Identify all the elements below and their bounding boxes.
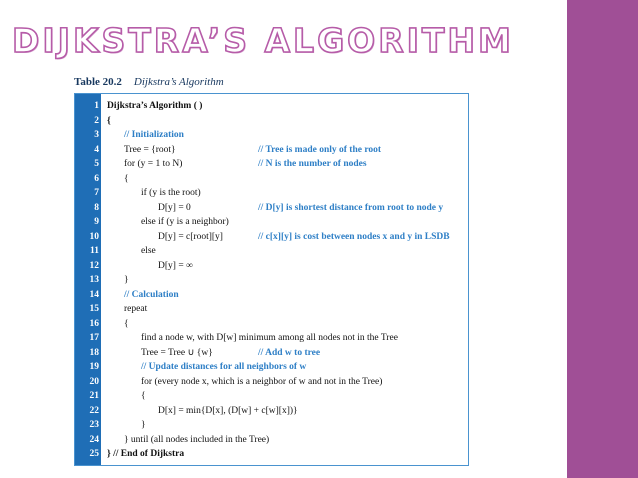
code-text: // Calculation xyxy=(124,289,179,300)
code-comment: // c[x][y] is cost between nodes x and y in LSDB xyxy=(258,231,450,242)
line-number: 2 xyxy=(94,115,99,126)
line-number: 21 xyxy=(89,391,99,401)
algorithm-table xyxy=(74,93,469,466)
line-number: 24 xyxy=(89,434,99,445)
code-text: } xyxy=(141,420,146,430)
code-text: } // End of Dijkstra xyxy=(107,449,185,459)
line-number: 16 xyxy=(89,318,99,329)
line-number: 20 xyxy=(89,376,99,387)
code-text: for (y = 1 to N) xyxy=(124,159,183,169)
line-number: 22 xyxy=(89,405,99,416)
line-number: 18 xyxy=(89,347,99,358)
code-text: Tree = Tree ∪ {w} xyxy=(141,347,213,358)
code-text: { xyxy=(107,115,111,126)
line-number: 17 xyxy=(89,333,99,343)
code-text: { xyxy=(124,318,129,329)
code-text: else xyxy=(141,246,156,256)
line-number: 7 xyxy=(94,188,99,198)
line-number: 4 xyxy=(94,144,99,155)
code-text: Dijkstra’s Algorithm ( ) xyxy=(107,101,203,111)
code-text: Tree = {root} xyxy=(124,144,176,155)
code-text: // Initialization xyxy=(124,130,184,140)
line-number: 11 xyxy=(90,246,99,256)
slide-title: DIJKSTRA’S ALGORITHM xyxy=(12,21,514,60)
line-number: 8 xyxy=(94,202,99,213)
code-text: find a node w, with D[w] minimum among all nodes not in the Tree xyxy=(141,333,398,343)
code-text: else if (y is a neighbor) xyxy=(141,217,229,227)
line-number: 5 xyxy=(94,159,99,169)
code-text: if (y is the root) xyxy=(141,188,201,198)
line-number: 9 xyxy=(94,217,99,227)
line-number: 3 xyxy=(94,130,99,140)
code-text: for (every node x, which is a neighbor of w and not in the Tree) xyxy=(141,376,383,387)
table-name: Dijkstra’s Algorithm xyxy=(133,76,224,88)
code-text: } until (all nodes included in the Tree) xyxy=(124,434,270,445)
line-number: 25 xyxy=(89,449,99,459)
code-text: } xyxy=(124,275,129,285)
code-text: { xyxy=(124,173,129,184)
code-text: D[x] = min{D[x], (D[w] + c[w][x])} xyxy=(158,405,298,416)
table-number: Table 20.2 xyxy=(74,76,122,88)
line-number: 23 xyxy=(89,420,99,430)
code-text: D[y] = ∞ xyxy=(158,260,193,271)
code-text: // Update distances for all neighbors of w xyxy=(141,362,307,372)
line-number: 10 xyxy=(89,231,99,242)
code-comment: // Tree is made only of the root xyxy=(258,144,382,155)
line-number: 15 xyxy=(89,304,99,314)
code-comment: // Add w to tree xyxy=(258,347,321,358)
line-number: 19 xyxy=(89,362,99,372)
code-line-row xyxy=(75,446,468,462)
line-number: 6 xyxy=(94,173,99,184)
line-number: 13 xyxy=(89,275,99,285)
line-number: 12 xyxy=(89,260,99,271)
code-text: D[y] = c[root][y] xyxy=(158,231,223,242)
code-comment: // D[y] is shortest distance from root to node y xyxy=(258,202,444,213)
code-text: repeat xyxy=(124,304,148,314)
side-color-band xyxy=(567,0,638,478)
table-caption xyxy=(74,76,224,88)
code-comment: // N is the number of nodes xyxy=(258,159,367,169)
line-number: 14 xyxy=(89,289,99,300)
code-text: D[y] = 0 xyxy=(158,202,191,213)
line-number: 1 xyxy=(94,101,99,111)
code-text: { xyxy=(141,391,146,401)
